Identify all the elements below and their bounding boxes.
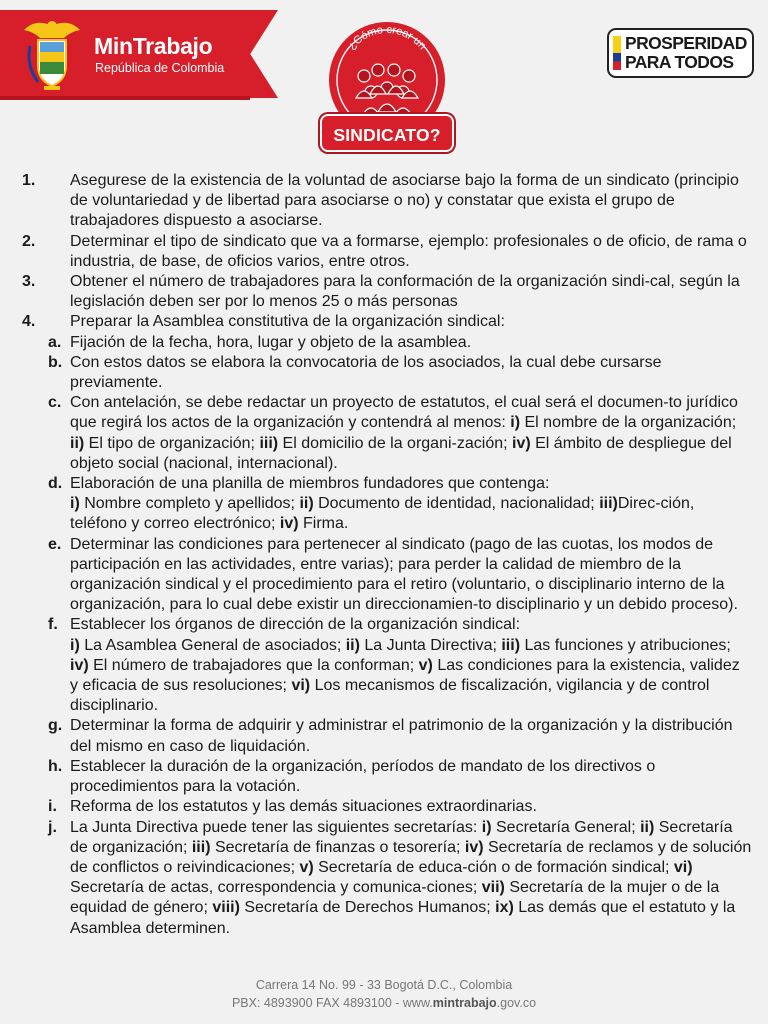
- item-text: Preparar la Asamblea constitutiva de la organización sindical:: [70, 313, 505, 331]
- sub-item-text: Secretaría de la mujer o de la equidad de género;: [70, 879, 720, 917]
- sub-item-letter: e.: [48, 535, 62, 553]
- sub-item-letter: a.: [48, 333, 62, 351]
- sub-item-letter: c.: [48, 394, 62, 412]
- brand-name: MinTrabajo: [94, 33, 213, 59]
- sub-item-text: Secretaría de educa-ción o de formación sindical;: [313, 858, 674, 876]
- sub-item-text: Documento de identidad, nacionalidad;: [313, 495, 600, 513]
- roman-numeral: ii): [70, 434, 85, 452]
- sub-item-letter: j.: [48, 818, 57, 836]
- sub-item-text: Reforma de los estatutos y las demás situaciones extraordinarias.: [70, 798, 537, 816]
- logo-title-badge: SINDICATO?: [320, 114, 454, 152]
- logo-arc-text: ¿Cómo crear un: [345, 23, 429, 53]
- list-item: [22, 232, 752, 272]
- roman-numeral: i): [481, 818, 492, 836]
- sub-item-text: La Junta Directiva;: [359, 636, 502, 654]
- prosperidad-line1: PROSPERIDAD: [625, 33, 747, 53]
- item-number: 2.: [22, 232, 36, 250]
- list-item: [22, 272, 752, 312]
- sub-item: [22, 393, 752, 474]
- sub-item: [22, 797, 752, 817]
- sub-item-text: La Asamblea General de asociados;: [79, 636, 346, 654]
- sub-item: [22, 615, 752, 716]
- sub-item-text: Las condiciones para la existencia, validez y eficacia de sus resoluciones;: [70, 656, 740, 695]
- roman-numeral: v): [299, 858, 314, 876]
- item-number: 3.: [22, 273, 36, 291]
- page-header: [0, 0, 768, 170]
- sub-item: [22, 474, 752, 535]
- sub-item-letter: b.: [48, 353, 63, 371]
- sub-item-text: Establecer la duración de la organización, períodos de mandato de los directivos o procedimientos para la votación.: [70, 757, 656, 796]
- roman-numeral: iv): [279, 515, 299, 533]
- sub-item-text: Establecer los órganos de dirección de la organización sindical:: [70, 616, 521, 634]
- sub-item-text: El número de trabajadores que la conforman;: [88, 656, 419, 674]
- item-text: Asegurese de la existencia de la voluntad de asociarse bajo la forma de un sindicato (principio de voluntariedad y de libertad para asociarse o no) y constatar que exista el grupo de trabajadores dispuesto a asociarse.: [70, 172, 739, 230]
- sub-item-letter: d.: [48, 475, 63, 493]
- footer-address: Carrera 14 No. 99 - 33 Bogotá D.C., Colombia: [255, 978, 513, 992]
- brand-subtitle: República de Colombia: [95, 61, 225, 75]
- colombia-flag-icon: [613, 36, 621, 70]
- sub-item-text: Secretaría de Derechos Humanos;: [239, 899, 496, 917]
- main-content: [22, 171, 752, 939]
- roman-numeral: iii): [599, 495, 618, 513]
- footer-contact: [0, 994, 768, 1012]
- roman-numeral: iii): [191, 838, 211, 856]
- footer-website-link[interactable]: mintrabajo: [432, 996, 497, 1010]
- roman-numeral: ii): [345, 636, 360, 654]
- roman-numeral: ii): [640, 818, 655, 836]
- sub-item-text: El ámbito de despliegue del objeto social (nacional, internacional).: [70, 434, 732, 472]
- sub-item-text: Determinar la forma de adquirir y administrar el patrimonio de la organización y la distribución del mismo en caso de liquidación.: [70, 717, 733, 755]
- sub-item-text: Las funciones y atribuciones;: [520, 636, 731, 654]
- prosperidad-line2: PARA TODOS: [625, 52, 734, 72]
- item-number: 1.: [22, 172, 36, 189]
- sub-item: [22, 333, 752, 353]
- sub-item-text: Secretaría de finanzas o tesorería;: [210, 838, 465, 856]
- sub-item-text: Fijación de la fecha, hora, lugar y objeto de la asamblea.: [70, 333, 472, 351]
- roman-numeral: iv): [70, 656, 89, 674]
- list-item: [22, 171, 752, 232]
- sub-item-text: Elaboración de una planilla de miembros fundadores que contenga:: [70, 475, 550, 493]
- item-number: 4.: [22, 313, 36, 331]
- sub-item-text: Secretaría de reclamos y de solución de conflictos o reivindicaciones;: [70, 838, 752, 876]
- coat-of-arms-icon: [18, 16, 86, 94]
- sub-item-text: Determinar las condiciones para pertenecer al sindicato (pago de las cuotas, los modos de participación en las actividades, entre varias); para perder la calidad de miembro de la organización sindical y el procedimiento para el retiro (voluntario, o disciplinario interno de la organización, para lo cual debe existir un direccionamien-to disciplinario y un debido proceso).: [70, 535, 738, 614]
- sub-item-text: Secretaría de organización;: [70, 818, 733, 856]
- roman-numeral: vii): [481, 879, 505, 897]
- list-item: [22, 312, 752, 332]
- roman-numeral: ix): [495, 899, 514, 917]
- roman-numeral: vi): [291, 677, 311, 695]
- sub-item-text: Con antelación, se debe redactar un proyecto de estatutos, el cual será el documen-to jurídico que regirá los actos de la organización y contendrá al menos:: [70, 394, 738, 432]
- sub-item: [22, 353, 752, 393]
- sub-item-text: Las demás que el estatuto y la Asamblea determinen.: [70, 899, 736, 937]
- prosperidad-logo: [607, 28, 754, 78]
- sub-item-text: La Junta Directiva puede tener las siguientes secretarías:: [70, 818, 482, 836]
- roman-numeral: viii): [212, 899, 240, 917]
- sub-item-text: Direc-ción, teléfono y correo electrónico;: [70, 495, 695, 533]
- roman-numeral: ii): [299, 495, 314, 513]
- roman-numeral: iv): [464, 838, 484, 856]
- sub-item-letter: f.: [48, 616, 58, 634]
- sub-item: [22, 535, 752, 616]
- roman-numeral: i): [510, 414, 521, 432]
- sub-item-text: Secretaría General;: [491, 818, 641, 836]
- roman-numeral: v): [418, 656, 433, 674]
- sub-item-text: Firma.: [298, 515, 349, 533]
- sub-item-text: Los mecanismos de fiscalización, vigilancia y de control disciplinario.: [70, 677, 710, 715]
- roman-numeral: iv): [512, 434, 531, 452]
- sub-item: [22, 818, 752, 939]
- page-footer: [0, 976, 768, 1012]
- sub-item-letter: h.: [48, 757, 63, 775]
- sub-item-text: Con estos datos se elabora la convocatoria de los asociados, la cual debe cursarse previamente.: [70, 353, 662, 392]
- sub-item-text: Secretaría de actas, correspondencia y comunica-ciones;: [70, 879, 482, 897]
- sub-item-text: Nombre completo y apellidos;: [79, 495, 300, 513]
- item-text: Obtener el número de trabajadores para la conformación de la organización sindi-cal, según la legislación deben ser por lo menos 25 o más personas: [70, 273, 740, 311]
- sub-item-text: El nombre de la organización;: [520, 414, 737, 432]
- roman-numeral: iii): [259, 434, 279, 452]
- sub-item-letter: i.: [48, 798, 57, 816]
- footer-website-suffix: .gov.co: [496, 996, 537, 1010]
- sub-item-text: El domicilio de la organi-zación;: [278, 434, 512, 452]
- roman-numeral: iii): [501, 636, 521, 654]
- sub-item-text: El tipo de organización;: [84, 434, 260, 452]
- roman-numeral: vi): [673, 858, 693, 876]
- brand-ribbon-shadow: [0, 96, 250, 100]
- roman-numeral: i): [70, 636, 80, 654]
- footer-contact-text: PBX: 4893900 FAX 4893100 - www.: [231, 996, 433, 1010]
- item-text: Determinar el tipo de sindicato que va a formarse, ejemplo: profesionales o de oficio, de rama o industria, de base, de oficios varios, entre otros.: [70, 232, 747, 270]
- roman-numeral: i): [70, 495, 80, 513]
- sub-item: [22, 716, 752, 756]
- sub-item: [22, 757, 752, 797]
- sub-item-letter: g.: [48, 717, 63, 735]
